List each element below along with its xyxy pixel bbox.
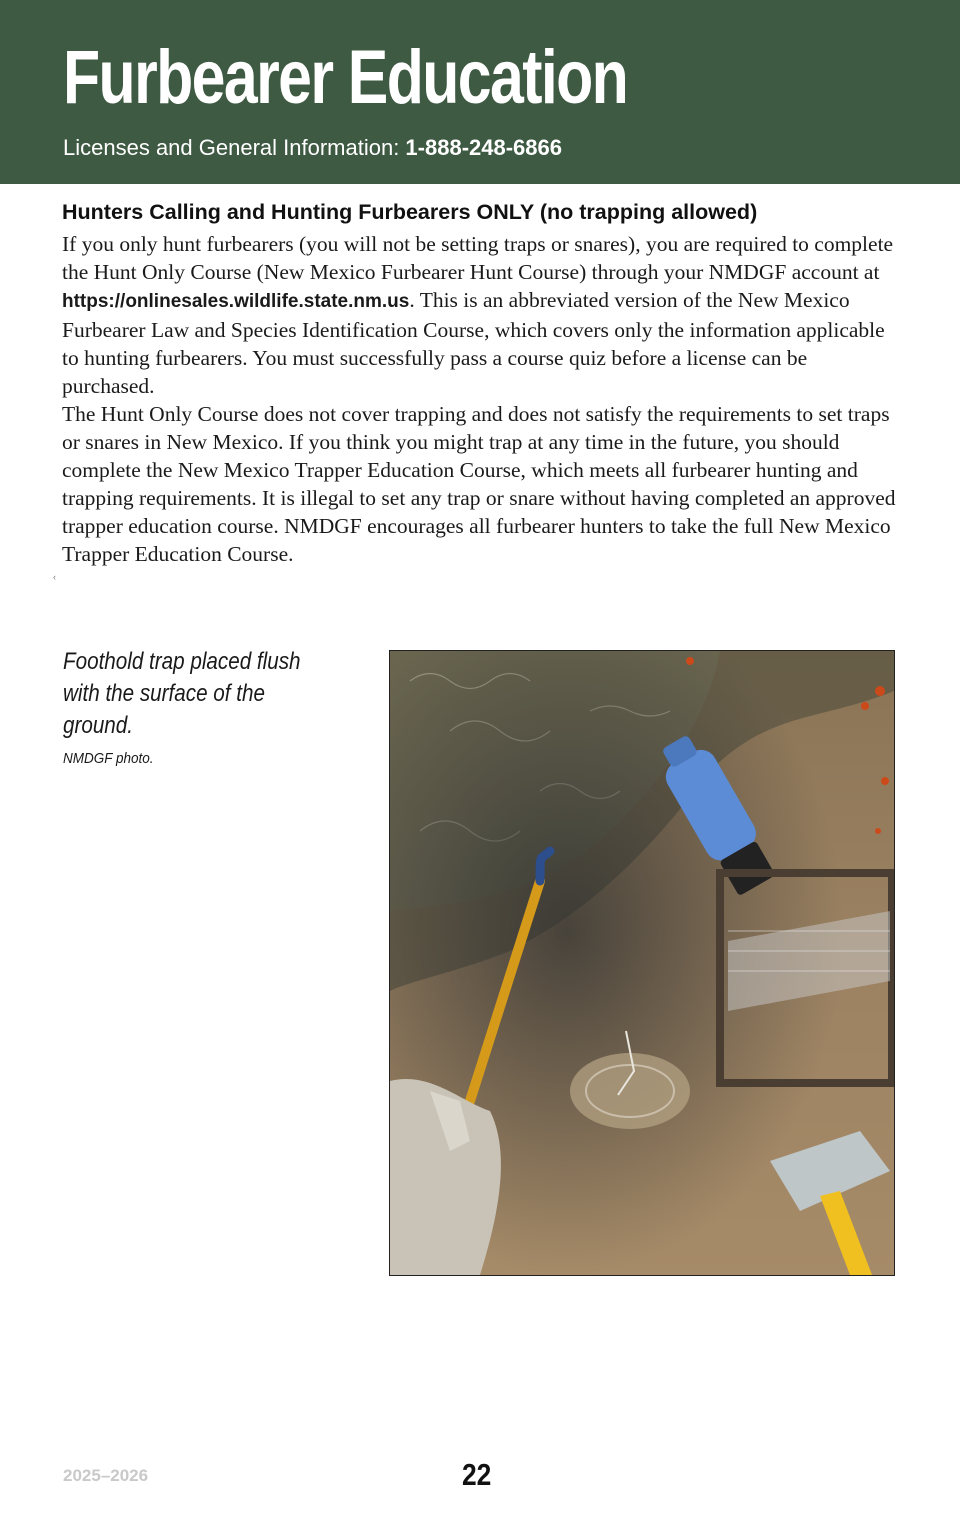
caption-text: Foothold trap placed flush with the surface of the ground.	[63, 648, 301, 739]
contact-label: Licenses and General Information:	[63, 135, 406, 160]
paragraph-2: The Hunt Only Course does not cover trapping and does not satisfy the requirements to set traps or snares in New Mexico. If you think you might trap at any time in the future, you should complete the New Mexico Trapper Education Course, which meets all furbearer hunting and trapping requirements. It is illegal to set any trap or snare without having completed an approved trapper education course. NMDGF encourages all furbearer hunters to take the full New Mexico Trapper Education Course.	[62, 402, 896, 566]
page-header	[0, 0, 960, 184]
page-number: 22	[462, 1457, 492, 1492]
margin-mark: ‹	[53, 572, 56, 582]
phone-number: 1-888-248-6866	[405, 135, 562, 160]
page-title: Furbearer Education	[63, 35, 628, 120]
footer-year: 2025–2026	[63, 1466, 149, 1485]
photo-illustration	[390, 651, 894, 1275]
section-heading: Hunters Calling and Hunting Furbearers ONLY (no trapping allowed)	[62, 200, 758, 224]
photo-caption	[63, 646, 303, 767]
main-content	[62, 198, 902, 568]
paragraph-1-end: . This is an abbreviated version of the New Mexico Furbearer Law and Species Identification Course, which covers only the information applicable to hunting furbearers. You must successfully pass a course quiz before a license can be purchased.	[62, 288, 885, 398]
course-url-link[interactable]: https://onlinesales.wildlife.state.nm.us	[62, 291, 410, 312]
photo-credit: NMDGF photo.	[63, 750, 154, 767]
foothold-trap-photo	[389, 650, 895, 1276]
contact-line	[63, 133, 562, 163]
paragraph-1	[62, 230, 902, 400]
paragraph-1-start: If you only hunt furbearers (you will not be setting traps or snares), you are required to complete the Hunt Only Course (New Mexico Furbearer Hunt Course) through your NMDGF account at	[62, 232, 894, 284]
